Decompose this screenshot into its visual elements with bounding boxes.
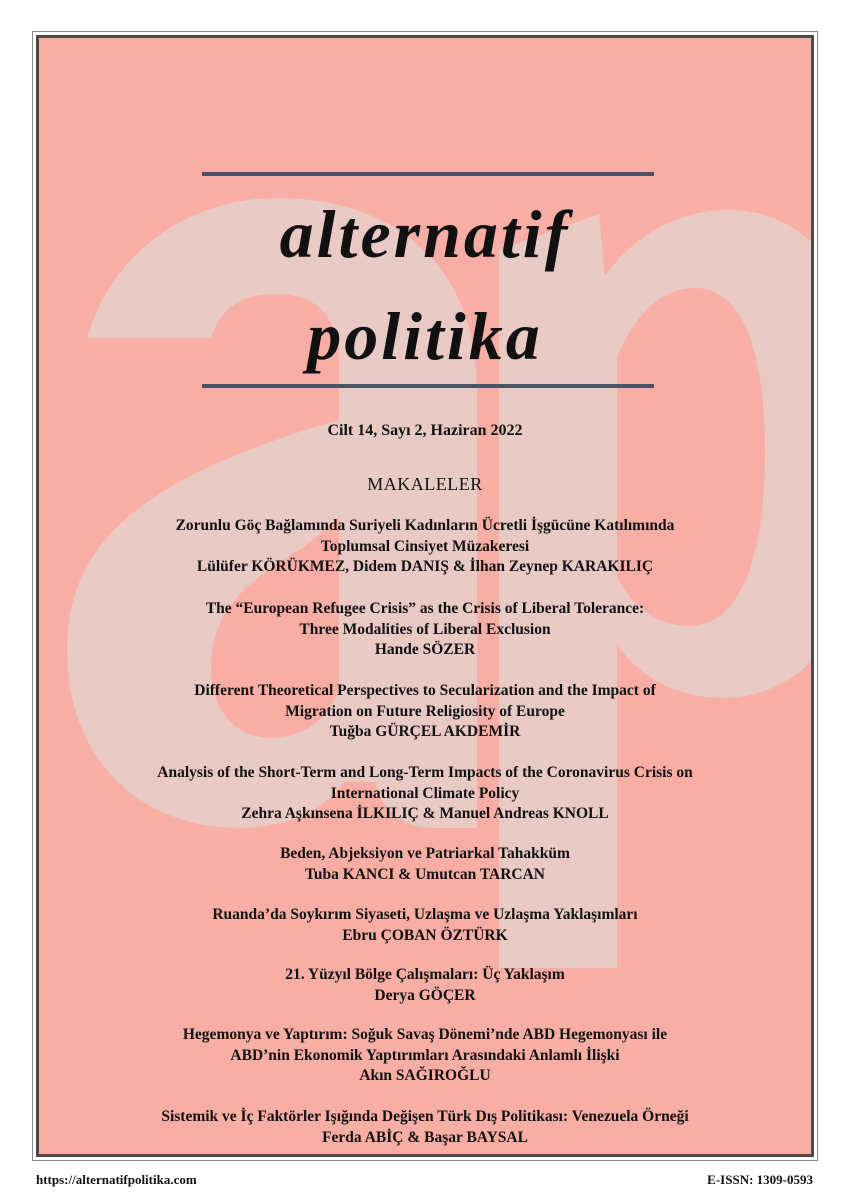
article-authors: Tuba KANCI & Umutcan TARCAN [304,865,545,883]
article-authors: Lülüfer KÖRÜKMEZ, Didem DANIŞ & İlhan Zeynep KARAKILIÇ [196,558,654,575]
journal-title-line1: alternatif [279,196,571,272]
article-title-line: Zorunlu Göç Bağlamında Suriyeli Kadınların Ücretli İşgücüne Katılımında [175,517,675,534]
section-heading: MAKALELER [367,474,483,494]
article-title-line: Migration on Future Religiosity of Europe [285,702,565,720]
article-authors: Zehra Aşkınsena İLKILIÇ & Manuel Andreas KNOLL [241,805,609,822]
journal-title-line2: politika [307,298,543,374]
article-title-line: 21. Yüzyıl Bölge Çalışmaları: Üç Yaklaşım [285,966,565,983]
article-title-line: Toplumsal Cinsiyet Müzakeresi [320,537,530,555]
article-entry [39,516,811,578]
article-title-line: The “European Refugee Crisis” as the Crisis of Liberal Tolerance: [205,600,645,617]
article-title-line: Hegemonya ve Yaptırım: Soğuk Savaş Dönemi’nde ABD Hegemonyası ile [182,1026,668,1043]
article-entry [39,1107,811,1148]
article-entry [39,681,811,743]
title-rule-bottom [202,384,654,388]
article-title-line: Beden, Abjeksiyon ve Patriarkal Tahakküm [280,845,570,862]
article-authors: Akın SAĞIROĞLU [359,1067,491,1084]
article-authors: Ebru ÇOBAN ÖZTÜRK [342,926,508,944]
article-authors: Tuğba GÜRÇEL AKDEMİR [329,723,521,740]
title-rule-top [202,172,654,176]
article-title-line: Sistemik ve İç Faktörler Işığında Değişen Türk Dış Politikası: Venezuela Örneği [161,1108,689,1125]
issue-info: Cilt 14, Sayı 2, Haziran 2022 [327,422,523,439]
article-entry [39,599,811,661]
article-authors: Ferda ABİÇ & Başar BAYSAL [322,1128,528,1146]
article-entry [39,1025,811,1087]
article-authors: Hande SÖZER [374,641,476,658]
website-link[interactable]: https://alternatifpolitika.com [36,1172,197,1187]
article-title-line: ABD’nin Ekonomik Yaptırımları Arasındaki Anlamlı İlişki [230,1046,620,1064]
eissn-label: E-ISSN: 1309-0593 [707,1172,813,1187]
article-title-line: Ruanda’da Soykırım Siyaseti, Uzlaşma ve Uzlaşma Yaklaşımları [212,906,638,923]
article-authors: Derya GÖÇER [374,986,476,1004]
article-title-line: Three Modalities of Liberal Exclusion [299,620,551,638]
article-entry [39,844,811,885]
article-entry [39,965,811,1006]
article-title-line: Different Theoretical Perspectives to Secularization and the Impact of [194,682,656,699]
article-title-line: International Climate Policy [330,784,520,802]
journal-cover [36,35,814,1157]
article-entry [39,763,811,825]
article-entry [39,905,811,946]
article-title-line: Analysis of the Short-Term and Long-Term Impacts of the Coronavirus Crisis on [157,764,693,781]
